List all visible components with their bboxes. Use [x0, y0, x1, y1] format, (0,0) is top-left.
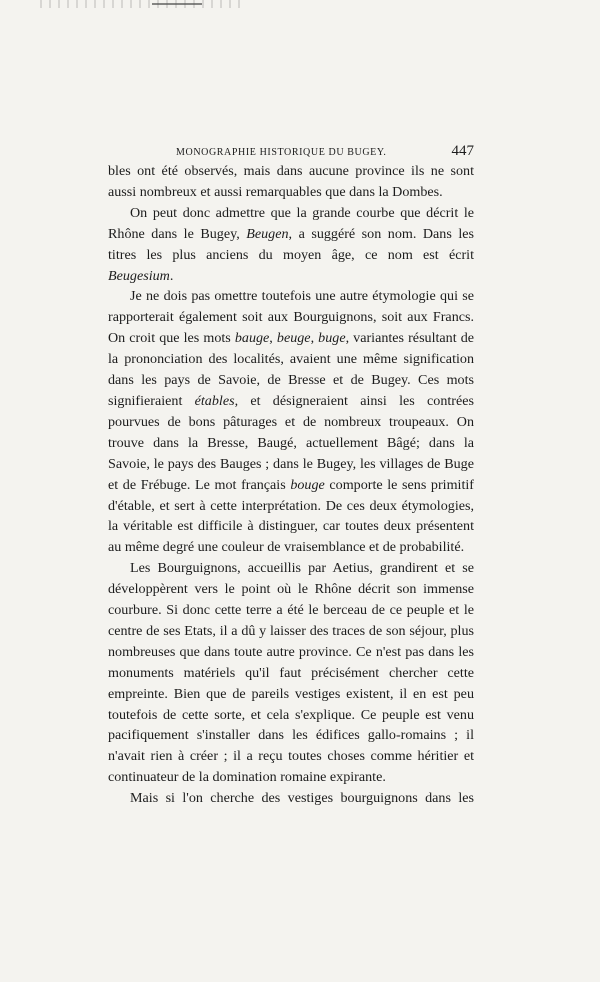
italic-term: Beugesium: [108, 267, 170, 284]
paragraph-1: [108, 161, 474, 203]
scan-artifact-specks: [40, 0, 240, 8]
text-span: , a suggéré son nom. Dans les titres les plus anciens du moyen âge, ce nom est écrit: [108, 225, 474, 263]
running-title: MONOGRAPHIE HISTORIQUE DU BUGEY.: [176, 147, 387, 158]
italic-term: buge: [318, 330, 346, 347]
text-span: Je ne dois pas omettre toutefois une autre étymologie qui se rapporterait également soit aux Bourguignons, soit aux Francs. On croit que les mots: [108, 288, 474, 347]
running-header: [108, 143, 474, 160]
italic-term: bouge: [290, 476, 325, 493]
scan-artifact-line: [152, 3, 202, 5]
text-span: bles ont été observés, mais dans aucune province ils ne sont aussi nombreux et aussi remarquables que dans la Dombes.: [108, 163, 474, 200]
text-span: On peut donc admettre que la grande courbe que décrit le Rhône dans le Bugey,: [108, 204, 474, 242]
paragraph-4: [108, 558, 474, 788]
body-text: [108, 161, 474, 809]
text-span: ,: [269, 330, 277, 347]
text-span: Mais si l'on cherche des vestiges bourguignons dans les: [130, 790, 474, 807]
paragraph-3: [108, 286, 474, 558]
text-span: ,: [310, 330, 319, 347]
paragraph-5: [108, 788, 474, 809]
italic-term: beuge: [276, 330, 311, 347]
italic-term: étables: [194, 392, 235, 409]
paragraph-2: [108, 203, 474, 287]
page-number: 447: [451, 143, 474, 159]
text-span: , variantes résultant de la prononciation des localités, avaient une même signification dans les pays de Savoie, de Bresse et de Bugey. Ces mots signifieraient: [108, 330, 475, 409]
italic-term: Beugen: [246, 225, 289, 242]
italic-term: bauge: [234, 330, 270, 347]
text-span: Les Bourguignons, accueillis par Aetius, grandirent et se développèrent vers le point où le Rhône décrit son immense courbure. Si donc cette terre a été le berceau de ce peuple et le centre de ses Etats, il a dû y laisser des traces de son séjour, plus nombreuses que dans toute autre province. Ce n'est pas dans les monuments matériels qu'il faut précisément chercher cette empreinte. Bien que de pareils vestiges existent, il en est peu toutefois de cette sorte, et cela s'explique. Ce peuple est venu pacifiquement s'installer dans les édifices gallo-romains ; il n'avait rien à créer ; il a reçu toutes choses comme héritier et continuateur de la domination romaine expirante.: [108, 560, 474, 786]
text-span: .: [169, 267, 174, 284]
text-span: , et désigneraient ainsi les contrées pourvues de bons pâturages et de nombreux troupeaux. On trouve dans la Bresse, Baugé, actuellement Bâgé; dans la Savoie, le pays des Bauges ; dans le Bugey, les villages de Buge et de Frébuge. Le mot français: [108, 392, 474, 493]
text-span: comporte le sens primitif d'étable, et sert à cette interprétation. De ces deux étymologies, la véritable est difficile à distinguer, car toutes deux présentent au même degré une couleur de vraisemblance et de probabilité.: [108, 476, 474, 556]
